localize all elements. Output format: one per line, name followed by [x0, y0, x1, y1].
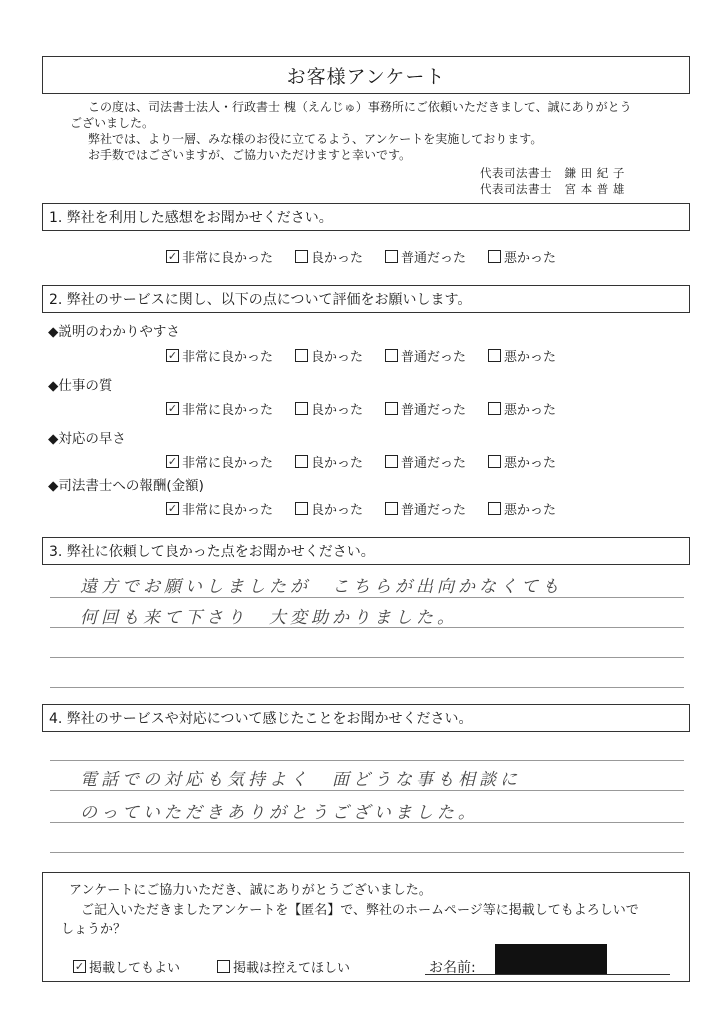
option-label: 良かった	[311, 503, 364, 518]
answer-rule	[50, 790, 684, 791]
option-average[interactable]	[385, 452, 466, 471]
option-label: 悪かった	[504, 350, 557, 365]
question-4-label: 4. 弊社のサービスや対応について感じたことをお聞かせください。	[49, 711, 473, 727]
option-checkbox[interactable]	[295, 455, 308, 468]
option-checkbox[interactable]: ✓	[167, 349, 178, 362]
option-checkbox[interactable]: ✓	[167, 502, 178, 515]
name-underline	[425, 974, 670, 975]
question-1-header	[42, 203, 690, 231]
option-good[interactable]	[295, 399, 363, 418]
signatory-role: 代表司法書士	[480, 182, 552, 196]
option-checkbox[interactable]: ✓	[167, 402, 178, 415]
q2-item-2-label: ◆仕事の質	[48, 378, 113, 394]
q2-item-4-options	[166, 499, 556, 518]
option-label: 普通だった	[401, 350, 467, 365]
signatory-role: 代表司法書士	[480, 166, 552, 180]
option-bad[interactable]	[488, 247, 556, 266]
option-checkbox[interactable]	[385, 455, 398, 468]
option-label: 普通だった	[401, 503, 467, 518]
option-very-good[interactable]	[166, 346, 273, 365]
option-label: 良かった	[311, 350, 364, 365]
option-label: 良かった	[311, 403, 364, 418]
option-checkbox[interactable]	[295, 402, 308, 415]
option-checkbox[interactable]	[488, 502, 501, 515]
option-very-good[interactable]	[166, 499, 273, 518]
q4-answer-line-2: のっていただきありがとうございました。	[80, 803, 479, 823]
option-label: 非常に良かった	[182, 350, 274, 365]
q2-item-4-label: ◆司法書士への報酬(金額)	[48, 478, 204, 494]
consent-no-option[interactable]	[217, 957, 350, 976]
consent-no-checkbox[interactable]	[217, 960, 230, 973]
survey-title-box	[42, 56, 690, 94]
q2-item-1-options	[166, 346, 556, 365]
q4-answer-line-1: 電話での対応も気持よく 面どうな事も相談に	[80, 770, 521, 790]
q1-options	[166, 247, 556, 266]
intro-line-1: この度は、司法書士法人・行政書士 槐（えんじゅ）事務所にご依頼いただきまして、誠にありがとう	[88, 100, 632, 114]
intro-line-4: お手数ではございますが、ご協力いただけますと幸いです。	[88, 148, 412, 162]
intro-line-2: ございました。	[70, 116, 155, 130]
option-average[interactable]	[385, 499, 466, 518]
option-good[interactable]	[295, 346, 363, 365]
option-checkbox[interactable]: ✓	[167, 455, 178, 468]
option-label: 悪かった	[504, 503, 557, 518]
option-label: 非常に良かった	[182, 456, 274, 471]
option-checkbox[interactable]	[295, 349, 308, 362]
option-good[interactable]	[295, 247, 363, 266]
footer-question-line-2: しょうか？	[61, 922, 127, 937]
answer-rule	[50, 597, 684, 598]
answer-rule	[50, 852, 684, 853]
option-label: 普通だった	[401, 251, 467, 266]
survey-title: お客様アンケート	[286, 65, 446, 88]
option-label: 普通だった	[401, 456, 467, 471]
option-label: 良かった	[311, 456, 364, 471]
q3-answer-line-1: 遠方でお願いしましたが こちらが出向かなくても	[80, 577, 563, 597]
q2-item-2-options	[166, 399, 556, 418]
option-checkbox[interactable]	[295, 250, 308, 263]
q2-item-3-label: ◆対応の早さ	[48, 431, 126, 447]
question-4-header	[42, 704, 690, 732]
option-very-good[interactable]	[166, 399, 273, 418]
option-label: 悪かった	[504, 456, 557, 471]
option-good[interactable]	[295, 499, 363, 518]
option-label: 非常に良かった	[182, 403, 274, 418]
option-bad[interactable]	[488, 346, 556, 365]
option-checkbox[interactable]: ✓	[167, 250, 178, 263]
consent-yes-label: 掲載してもよい	[89, 961, 181, 976]
intro-line-3: 弊社では、より一層、みな様のお役に立てるよう、アンケートを実施しております。	[88, 132, 543, 146]
option-label: 悪かった	[504, 251, 557, 266]
answer-rule	[50, 627, 684, 628]
q2-item-3-options	[166, 452, 556, 471]
option-label: 良かった	[311, 251, 364, 266]
option-very-good[interactable]	[166, 247, 273, 266]
footer-question-line-1: ご記入いただきましたアンケートを【匿名】で、弊社のホームページ等に掲載してもよろしいで	[81, 903, 639, 918]
answer-rule	[50, 657, 684, 658]
option-average[interactable]	[385, 399, 466, 418]
option-checkbox[interactable]	[488, 250, 501, 263]
signatory-1	[480, 165, 625, 181]
answer-rule	[50, 760, 684, 761]
option-very-good[interactable]	[166, 452, 273, 471]
question-3-label: 3. 弊社に依頼して良かった点をお聞かせください。	[49, 544, 375, 560]
option-bad[interactable]	[488, 499, 556, 518]
option-checkbox[interactable]	[385, 250, 398, 263]
signatory-name: 鎌 田 紀 子	[564, 166, 625, 180]
consent-no-label: 掲載は控えてほしい	[233, 961, 351, 976]
option-good[interactable]	[295, 452, 363, 471]
option-average[interactable]	[385, 346, 466, 365]
q2-item-1-label: ◆説明のわかりやすさ	[48, 324, 180, 340]
option-checkbox[interactable]	[385, 502, 398, 515]
signatory-name: 宮 本 普 雄	[564, 182, 625, 196]
option-bad[interactable]	[488, 399, 556, 418]
answer-rule	[50, 687, 684, 688]
option-label: 非常に良かった	[182, 251, 274, 266]
option-checkbox[interactable]	[385, 349, 398, 362]
option-checkbox[interactable]	[488, 402, 501, 415]
option-label: 悪かった	[504, 403, 557, 418]
option-label: 非常に良かった	[182, 503, 274, 518]
footer-thanks: アンケートにご協力いただき、誠にありがとうございました。	[69, 883, 432, 898]
q3-answer-line-2: 何回も来て下さり 大変助かりました。	[80, 608, 458, 628]
option-checkbox[interactable]	[295, 502, 308, 515]
option-checkbox[interactable]	[385, 402, 398, 415]
option-average[interactable]	[385, 247, 466, 266]
consent-yes-checkbox[interactable]: ✓	[74, 960, 85, 973]
redacted-name-field	[495, 944, 607, 974]
question-2-label: 2. 弊社のサービスに関し、以下の点について評価をお願いします。	[49, 292, 472, 308]
question-1-label: 1. 弊社を利用した感想をお聞かせください。	[49, 210, 333, 226]
option-label: 普通だった	[401, 403, 467, 418]
option-bad[interactable]	[488, 452, 556, 471]
answer-rule	[50, 822, 684, 823]
option-checkbox[interactable]	[488, 455, 501, 468]
signatory-2	[480, 181, 625, 197]
name-label: お名前:	[429, 960, 476, 976]
option-checkbox[interactable]	[488, 349, 501, 362]
question-3-header	[42, 537, 690, 565]
consent-yes-option[interactable]	[73, 957, 180, 976]
question-2-header	[42, 285, 690, 313]
